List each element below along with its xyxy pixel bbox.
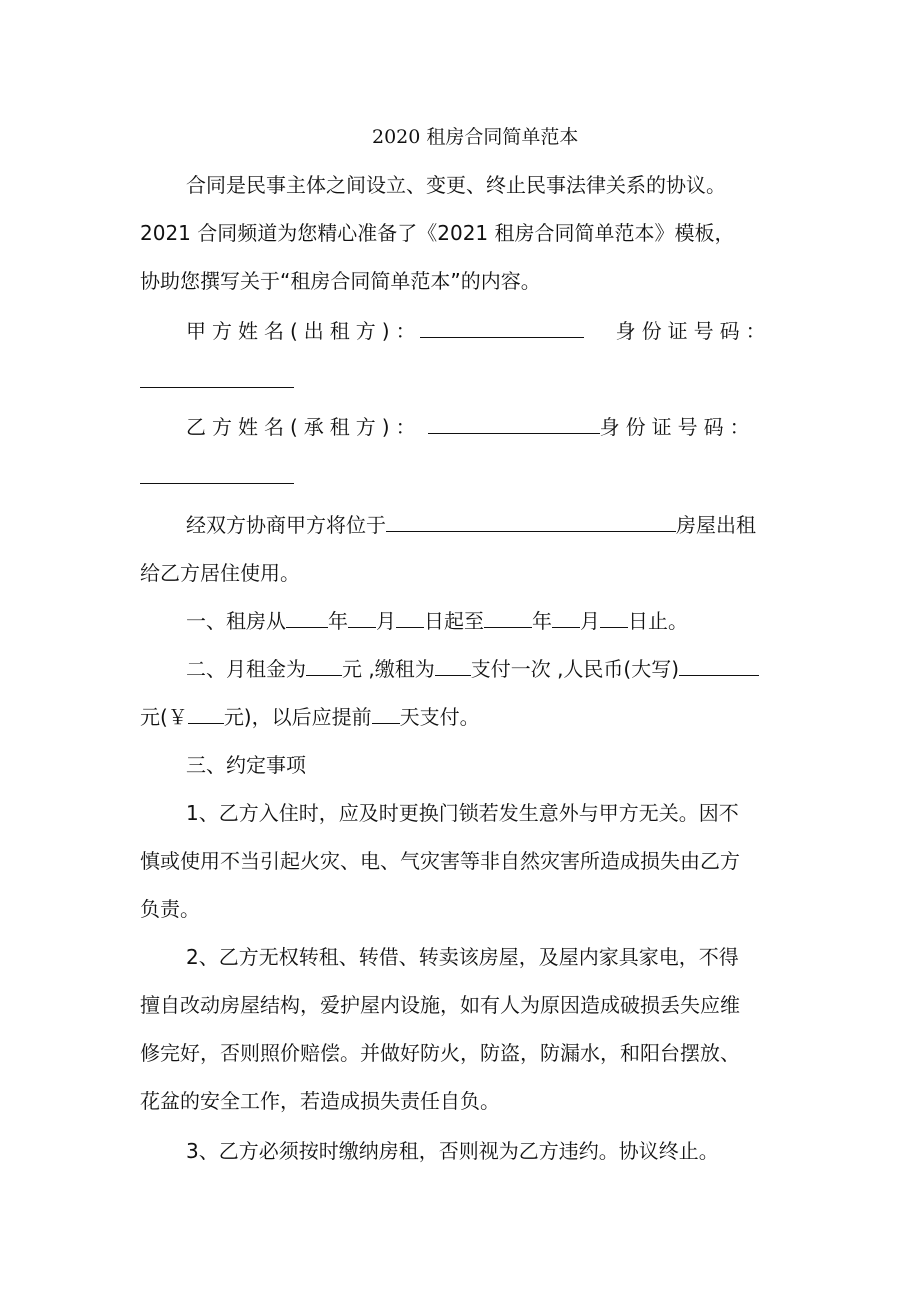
start-year-blank <box>286 609 328 628</box>
intro-line: 2021 合同频道为您精心准备了《2021 租房合同简单范本》模板， <box>140 221 735 245</box>
clause2-row2 <box>140 704 480 730</box>
clause1-text: 年 <box>328 609 348 633</box>
clause1-text: 月 <box>376 609 396 633</box>
party-b-id-blank <box>140 465 294 484</box>
advance-days-blank <box>372 705 400 724</box>
party-a-id-blank <box>140 369 294 388</box>
clause1-row <box>186 608 688 634</box>
end-day-blank <box>600 609 628 628</box>
clause1-text: 年 <box>532 609 552 633</box>
start-month-blank <box>348 609 376 628</box>
intro-line: 协助您撰写关于“租房合同简单范本”的内容。 <box>140 269 541 293</box>
party-a-name-blank <box>420 319 584 338</box>
monthly-rent-blank <box>306 657 342 676</box>
party-b-row <box>186 414 756 440</box>
clause1-text: 日起至 <box>424 609 484 633</box>
clause1-text: 月 <box>580 609 600 633</box>
start-day-blank <box>396 609 424 628</box>
amount-words-blank <box>679 657 759 676</box>
location-blank <box>386 513 676 532</box>
party-b-name-blank <box>428 415 600 434</box>
party-b-name-label: 乙方姓名(承租方)： <box>186 415 422 439</box>
item2-line: 花盆的安全工作，若造成损失责任自负。 <box>140 1089 500 1113</box>
item1-line: 1、乙方入住时，应及时更换门锁若发生意外与甲方无关。因不 <box>186 801 739 825</box>
end-year-blank <box>484 609 532 628</box>
item2-line: 擅自改动房屋结构，爱护屋内设施，如有人为原因造成破损丢失应维 <box>140 993 740 1017</box>
item2-line: 修完好，否则照价赔偿。并做好防火，防盗，防漏水，和阳台摆放、 <box>140 1041 740 1065</box>
clause2-row <box>186 656 759 682</box>
clause2-text: 元)，以后应提前 <box>223 705 372 729</box>
clause1-text: 日止。 <box>628 609 688 633</box>
clause2-text: 天支付。 <box>399 705 480 729</box>
amount-number-blank <box>188 705 224 724</box>
party-b-id-label: 身份证号码： <box>599 415 756 439</box>
payment-period-blank <box>435 657 471 676</box>
item2-line: 2、乙方无权转租、转借、转卖该房屋，及屋内家具家电，不得 <box>186 945 739 969</box>
party-a-row <box>186 318 772 344</box>
party-a-id-label: 身份证号码： <box>615 319 772 343</box>
intro-line: 合同是民事主体之间设立、变更、终止民事法律关系的协议。 <box>186 173 726 197</box>
clause2-text: 元 ,缴租为 <box>342 657 435 681</box>
item1-line: 慎或使用不当引起火灾、电、气灾害等非自然灾害所造成损失由乙方 <box>140 849 740 873</box>
location-row <box>186 512 756 538</box>
location-line2: 给乙方居住使用。 <box>140 561 300 585</box>
item3-line: 3、乙方必须按时缴纳房租，否则视为乙方违约。协议终止。 <box>186 1139 719 1163</box>
clause2-text: 支付一次 ,人民币(大写) <box>470 657 680 681</box>
clause2-text: 元(￥ <box>140 705 188 729</box>
location-prefix: 经双方协商甲方将位于 <box>186 513 386 537</box>
section3-heading: 三、约定事项 <box>186 753 306 777</box>
party-b-id-row <box>140 464 294 490</box>
party-a-name-label: 甲方姓名(出租方)： <box>186 319 422 343</box>
end-month-blank <box>552 609 580 628</box>
clause1-text: 一、租房从 <box>186 609 286 633</box>
clause2-text: 二、月租金为 <box>186 657 306 681</box>
location-suffix: 房屋出租 <box>676 513 756 537</box>
party-a-id-row <box>140 368 294 394</box>
item1-line: 负责。 <box>140 897 200 921</box>
document-title: 2020 租房合同简单范本 <box>372 126 579 148</box>
